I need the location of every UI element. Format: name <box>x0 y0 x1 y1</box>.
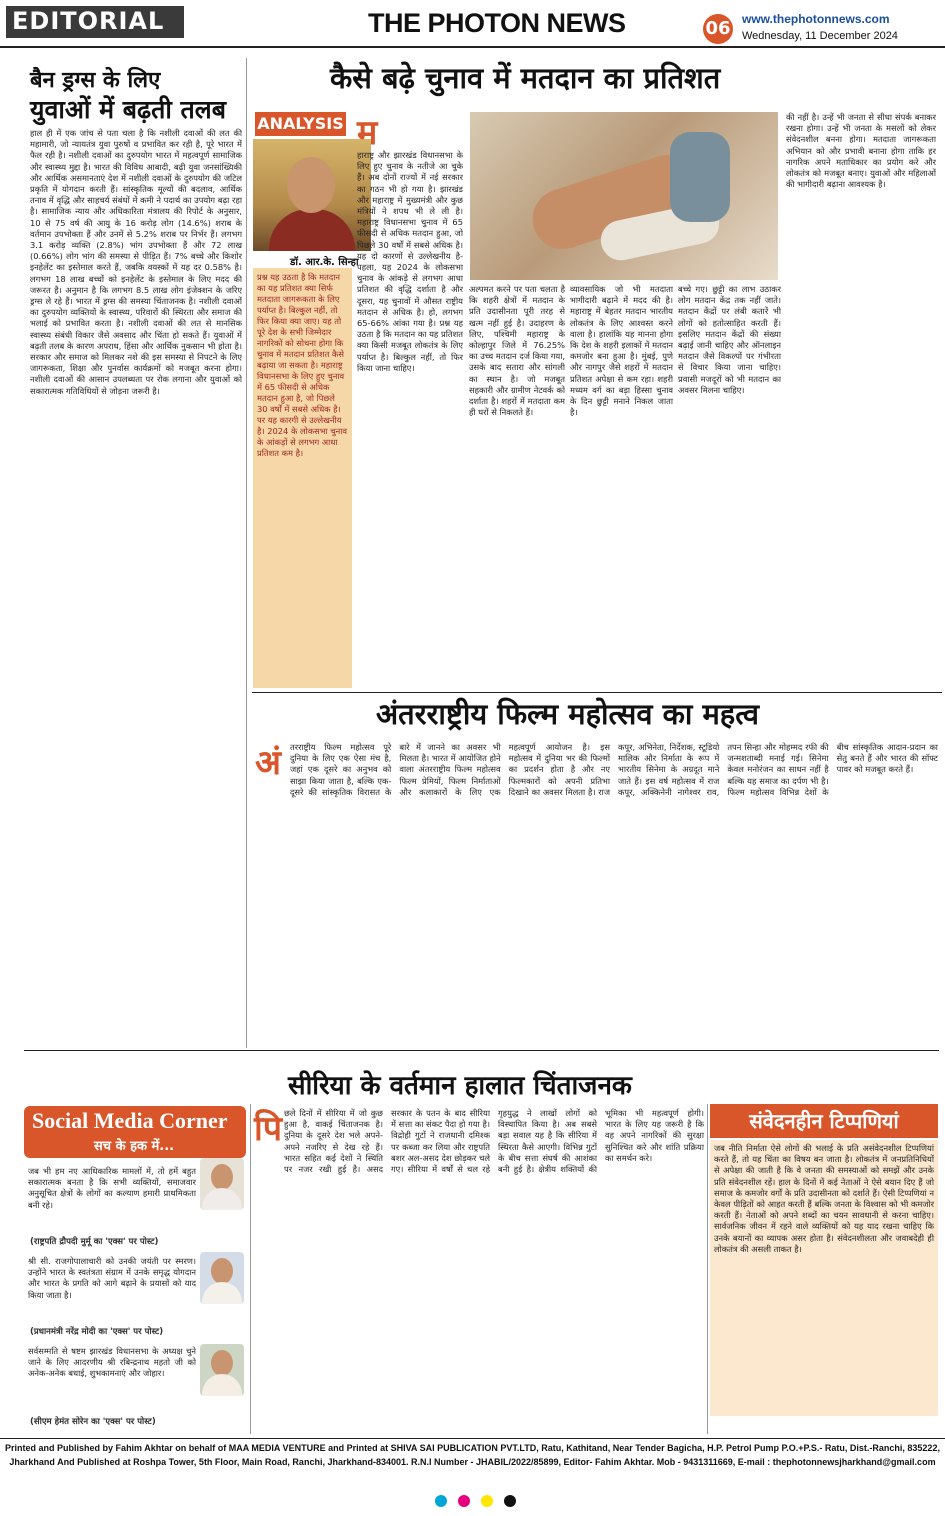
column-divider <box>707 1104 708 1434</box>
author-byline: डॉ. आर.के. सिन्हा <box>290 257 359 268</box>
voting-column-6: की नहीं है। उन्हें भी जनता से सीधा संपर्क बनाकर रखना होगा। उन्हें भी जनता के मसलों को लेकर संवेदनशील बनना होगा। मतदाता जागरूकता अभियान को और प्रभावी बनाना होगा ताकि हर नागरिक अपने मताधिकार का प्रयोग करे और लोकतंत्र को मजबूत बनाए। युवाओं और महिलाओं की भागीदारी बढ़ाना आवश्यक है। <box>786 112 936 190</box>
syria-article-body: छले दिनों में सीरिया में जो कुछ हुआ है, वाकई चिंताजनक है। दुनिया के दूसरे देश भले अपने-अपने नजरिए से देख रहे हैं। भारत सहित कई देशों ने स्थिति पर नजर रखी हुई है। असद सरकार के पतन के बाद सीरिया में सत्ता का संकट पैदा हो गया है। विद्रोही गुटों ने राजधानी दमिश्क पर कब्जा कर लिया और राष्ट्रपति बशर अल-असद देश छोड़कर चले गए। सीरिया में वर्षों से चल रहे गृहयुद्ध ने लाखों लोगों को विस्थापित किया है। अब सबसे बड़ा सवाल यह है कि सीरिया में स्थिरता कैसे आएगी। विभिन्न गुटों के बीच सत्ता संघर्ष की आशंका बनी हुई है। क्षेत्रीय शक्तियों की भूमिका भी महत्वपूर्ण होगी। भारत के लिए यह जरूरी है कि वह अपने नागरिकों की सुरक्षा सुनिश्चित करे और शांति प्रक्रिया का समर्थन करे। <box>284 1108 704 1175</box>
president-portrait <box>200 1158 244 1210</box>
masthead <box>0 0 945 48</box>
cyan-dot <box>435 1495 447 1507</box>
drugs-article-body: हाल ही में एक जांच से पता चला है कि नशीली दवाओं की लत की महामारी, जो न्यायतंत्र युवा पुरुषों व प्रभावित कर रही है, पूरे भारत में फैल रही है। नशीली दवाओं का दुरुपयोग भारत में महत्वपूर्ण सामाजिक और स्वास्थ्य मुद्दा है। भारत की विविध आबादी, बढ़ी युवा जनसांख्यिकी और आर्थिक असमानताएं देश में नशीली दवाओं के दुरुपयोग की जटिल प्रकृति में योगदान करती हैं। सांस्कृतिक मूल्यों की बदलाव, आर्थिक तनाव में वृद्धि और साहचर्य संबंधों में कमी ने पदार्थ का उपयोग बढ़ा रहा है। सामाजिक न्याय और अधिकारिता मंत्रालय की रिपोर्ट के अनुसार, 10 से 75 वर्ष की आयु के 16 करोड़ लोग (14.6%) शराब के वर्तमान उपभोक्ता हैं और उनमें से 5.2% शराब पर निर्भर हैं। लगभग 3.1 करोड़ व्यक्ति (2.8%) भांग उपभोक्ता हैं और 72 लाख (0.66%) लोग भांग की समस्या से पीड़ित हैं। 7% बच्चे और किशोर इनहेलेंट का इस्तेमाल करते हैं, जबकि वयस्कों में यह दर 0.58% है। लगभग 18 लाख बच्चों को इनहेलेंट के इस्तेमाल के लिए मदद की जरूरत है। अनुमान है कि लगभग 8.5 लाख लोग इंजेक्शन के जरिए ड्रग्स ले रहे हैं। भारत में ड्रग्स की समस्या चिंताजनक है। नशीली दवाओं का दुरुपयोग व्यक्तियों के स्वास्थ्य, परिवारों की स्थिरता और समाज की भलाई को प्रभावित करता है। नशीली दवाओं की लत से मानसिक स्वास्थ्य संबंधी विकार जैसे अवसाद और चिंता हो सकते हैं। युवाओं में बढ़ती तलब के कारण अपराध, हिंसा और आर्थिक नुकसान भी होता है। सरकार और समाज को मिलकर नशे की इस समस्या से निपटने के लिए जागरूकता, शिक्षा और पुनर्वास कार्यक्रमों को मजबूत करना होगा। नशीली दवाओं की आसान उपलब्धता पर रोक लगाना और युवाओं को सकारात्मक गतिविधियों से जोड़ना जरूरी है। <box>30 128 242 396</box>
author-photo <box>253 139 371 251</box>
analysis-tag: ANALYSIS <box>255 112 346 136</box>
voting-hand-photo <box>470 112 778 280</box>
post-3-text: सर्वसम्मति से षष्टम झारखंड विधानसभा के अध्यक्ष चुने जाने के लिए आदरणीय श्री रबिन्द्रनाथ महतो जी को अनेक-अनेक बधाई, शुभकामनाएं और जोहार। <box>28 1346 196 1379</box>
magenta-dot <box>458 1495 470 1507</box>
social-media-banner <box>24 1106 246 1158</box>
registration-marks <box>0 1492 945 1510</box>
column-divider <box>246 58 247 1048</box>
print-line-footer <box>0 1438 945 1480</box>
voting-dropcap: म <box>357 113 378 153</box>
film-headline: अंतरराष्ट्रीय फिल्म महोत्सव का महत्व <box>376 697 760 731</box>
voting-column-4: व्यावसायिक जो भी मतदाता भागीदारी बढ़ाने में मदद की है। महाराष्ट्र में बेहतर मतदान भारतीय लोकतंत्र के लिए आश्वस्त करने वाला है। हालांकि यह मानना होगा कि देश के शहरी इलाकों में मतदान कमजोर बना हुआ है। मुंबई, पुणे और नागपुर जैसे शहरों में मतदान प्रतिशत अपेक्षा से कम रहा। शहरी मध्यम वर्ग का बड़ा हिस्सा चुनाव के दिन छुट्टी मनाने निकल जाता है। <box>570 284 673 418</box>
yellow-dot <box>481 1495 493 1507</box>
drugs-headline-line2: युवाओं में बढ़ती तलब <box>30 95 227 124</box>
social-media-subtitle: सच के हक में... <box>94 1139 175 1154</box>
page-number-badge: 06 <box>703 14 733 44</box>
black-dot <box>504 1495 516 1507</box>
footer-line-1: Printed and Published by Fahim Akhtar on behalf of MAA MEDIA VENTURE and Printed at SHIVA SAI PUBLICATION PVT.LTD, Ratu, Kathitand, Near Tender Bagicha, H.P. Petrol Pump P.O.+P.S.- Ratu, Dist.-Ranchi, 835222, <box>5 1443 940 1453</box>
section-label: EDITORIAL <box>6 6 184 38</box>
voting-column-1: हाराष्ट्र और झारखंड विधानसभा के लिए हुए चुनाव के नतीजे आ चुके हैं। अब दोनों राज्यों में नई सरकार का गठन भी हो गया है। झारखंड और महाराष्ट्र में मुख्यमंत्री और कुछ मंत्रियों ने शपथ भी ले ली है। महाराष्ट्र विधानसभा चुनाव में 65 फीसदी से अधिक मतदान हुआ, जो पिछले 30 वर्षों में सबसे अधिक है। यह दो कारणों से उल्लेखनीय है- पहला, यह 2024 के लोकसभा चुनाव के आंकड़े से लगभग आधा प्रतिशत की वृद्धि दर्शाता है और दूसरा, यह चुनावों में औसत राष्ट्रीय मतदान से अधिक है। हो, लगभग 65-66% आंका गया है। प्रश्न यह उठता है कि मतदान का यह प्रतिशत क्या किसी मजबूत लोकतंत्र के लिए पर्याप्त है। बिल्कुल नहीं, तो फिर किया जाना चाहिए। <box>357 150 463 373</box>
voting-col1-lead <box>382 112 464 150</box>
social-media-title: Social Media Corner <box>32 1108 228 1133</box>
voting-pull-quote: प्रश्न यह उठता है कि मतदान का यह प्रतिशत क्या सिर्फ मतदाता जागरूकता के लिए पर्याप्त है। बिल्कुल नहीं, तो फिर किया क्या जाए। यह तो पूरे देश के सभी जिम्मेदार नागरिकों को सोचना होगा कि चुनाव में मतदान प्रतिशत कैसे बढ़ाया जा सकता है। महाराष्ट्र विधानसभा के लिए हुए चुनाव में 65 फीसदी से अधिक मतदान हुआ है, जो पिछले 30 वर्षों में सबसे अधिक है। पर यह कारगी से उल्लेखनीय है। 2024 के लोकसभा चुनाव के आंकड़ों से लगभग आधा प्रतिशत कम है। <box>253 268 352 688</box>
post-1-text: जब भी हम नए आधिकारिक मामलों में, तो हमें बहुत सकारात्मक बनता है कि सभी व्यक्तियों, समाजवार अनुसूचित क्षेत्रों के लोगों का कल्याण हमारी प्राथमिकता बनी रहे। <box>28 1166 196 1210</box>
post-2-source: (प्रधानमंत्री नरेंद्र मोदी का 'एक्स' पर पोस्ट) <box>30 1327 164 1337</box>
section-divider <box>252 692 942 693</box>
voting-column-3: अल्पमत करने पर पता चलता है कि शहरी क्षेत्रों में मतदान के प्रति उदासीनता पूरी तरह से खत्म नहीं हुई है। उदाहरण के लिए, पश्चिमी महाराष्ट्र के कोल्हापुर जिले में 76.25% का उच्च मतदान दर्ज किया गया, उसके बाद सतारा और सांगली का स्थान है। जो मजबूत सहकारी और ग्रामीण नेटवर्क को दर्शाता है। शहरों में मतदाता कम ही घरों से निकलते हैं। <box>469 284 565 418</box>
drugs-headline-line1: बैन ड्रग्स के लिए <box>30 68 161 93</box>
film-dropcap: अं <box>255 743 281 783</box>
voting-headline: कैसे बढ़े चुनाव में मतदान का प्रतिशत <box>330 61 721 95</box>
post-3-source: (सीएम हेमंत सोरेन का 'एक्स' पर पोस्ट) <box>30 1417 156 1427</box>
section-divider <box>24 1050 939 1051</box>
post-2-text: श्री सी. राजगोपालाचारी को उनकी जयंती पर स्मरण। उन्होंने भारत के स्वतंत्रता संग्राम में उनके समृद्ध योगदान और भारत के प्रगति को आगे बढ़ाने के प्रयासों को याद किया जाता है। <box>28 1256 196 1300</box>
website-link[interactable]: www.thephotonnews.com <box>742 12 890 26</box>
column-divider <box>250 1104 251 1434</box>
syria-dropcap: पि <box>254 1109 283 1149</box>
footer-line-2: Jharkhand And Published at Roshpa Tower, 5th Floor, Main Road, Ranchi, Jharkhand-834001. R.N.I Number - JHABIL/2022/85899, Editor- Fahim Akhtar. Mob - 9431311669, E-mail : thephotonnewsjharkhand@gmail.com <box>9 1457 936 1467</box>
insensitive-headline: संवेदनहीन टिप्पणियां <box>710 1104 938 1138</box>
syria-headline: सीरिया के वर्तमान हालात चिंताजनक <box>288 1071 632 1101</box>
film-article-body: तरराष्ट्रीय फिल्म महोत्सव पूरे दुनिया के लिए एक ऐसा मंच है, जहां एक दूसरे का अनुभव को साझा किया जाता है, बल्कि एक-दूसरे की सांस्कृतिक विरासत के बारे में जानने का अवसर भी मिलता है। भारत में आयोजित होने वाला अंतरराष्ट्रीय फिल्म महोत्सव फिल्म प्रेमियों, फिल्म निर्माताओं और कलाकारों के लिए एक महत्वपूर्ण आयोजन है। इस महोत्सव में दुनिया भर की फिल्मों का प्रदर्शन होता है और नए फिल्मकारों को अपनी प्रतिभा दिखाने का अवसर मिलता है। राज कपूर, अभिनेता, निर्देशक, स्टूडियो मालिक और निर्माता के रूप में भारतीय सिनेमा के अग्रदूत माने जाते हैं। इस वर्ष महोत्सव में राज कपूर, अक्किनेनी नागेश्वर राव, तपन सिन्हा और मोहम्मद रफी की जन्मशताब्दी मनाई गई। सिनेमा केवल मनोरंजन का साधन नहीं है बल्कि यह समाज का दर्पण भी है। फिल्म महोत्सव विभिन्न देशों के बीच सांस्कृतिक आदान-प्रदान का सेतु बनते हैं और भारत की सॉफ्ट पावर को मजबूत करते हैं। <box>290 742 938 797</box>
post-1-source: (राष्ट्रपति द्रौपदी मुर्मू का 'एक्स' पर पोस्ट) <box>30 1237 159 1247</box>
newspaper-brand: THE PHOTON NEWS <box>368 8 626 38</box>
prime-minister-portrait <box>200 1252 244 1304</box>
chief-minister-portrait <box>200 1344 244 1396</box>
insensitive-article-body: जब नीति निर्माता ऐसे लोगों की भलाई के प्रति असंवेदनशील टिप्पणियां करते हैं, तो यह चिंता का विषय बन जाता है। लोकतंत्र में जनप्रतिनिधियों से अपेक्षा की जाती है कि वे जनता की समस्याओं को समझें और उनके प्रति संवेदनशील रहें। हाल के दिनों में कई नेताओं ने ऐसे बयान दिए हैं जो समाज के कमजोर वर्गों के प्रति उदासीनता को दर्शाते हैं। ऐसी टिप्पणियां न केवल पीड़ितों को आहत करती हैं बल्कि जनता के विश्वास को भी कमजोर करती हैं। नेताओं को अपने शब्दों का चयन सावधानी से करना चाहिए। सार्वजनिक जीवन में रहने वाले व्यक्तियों को यह याद रखना चाहिए कि उनके बयानों का व्यापक असर होता है। संवेदनशीलता और जवाबदेही ही लोकतंत्र की असली ताकत है। <box>710 1140 938 1416</box>
voting-column-5: बच्चे गए। छुट्टी का लाभ उठाकर लोग मतदान केंद्र तक नहीं जाते। मतदान केंद्रों पर लंबी कतारें भी लोगों को हतोत्साहित करती हैं। इसलिए मतदान केंद्रों की संख्या बढ़ाई जानी चाहिए और ऑनलाइन मतदान जैसे विकल्पों पर गंभीरता से विचार किया जाना चाहिए। प्रवासी मजदूरों को भी मतदान का अवसर मिलना चाहिए। <box>678 284 781 395</box>
issue-date: Wednesday, 11 December 2024 <box>742 30 898 42</box>
